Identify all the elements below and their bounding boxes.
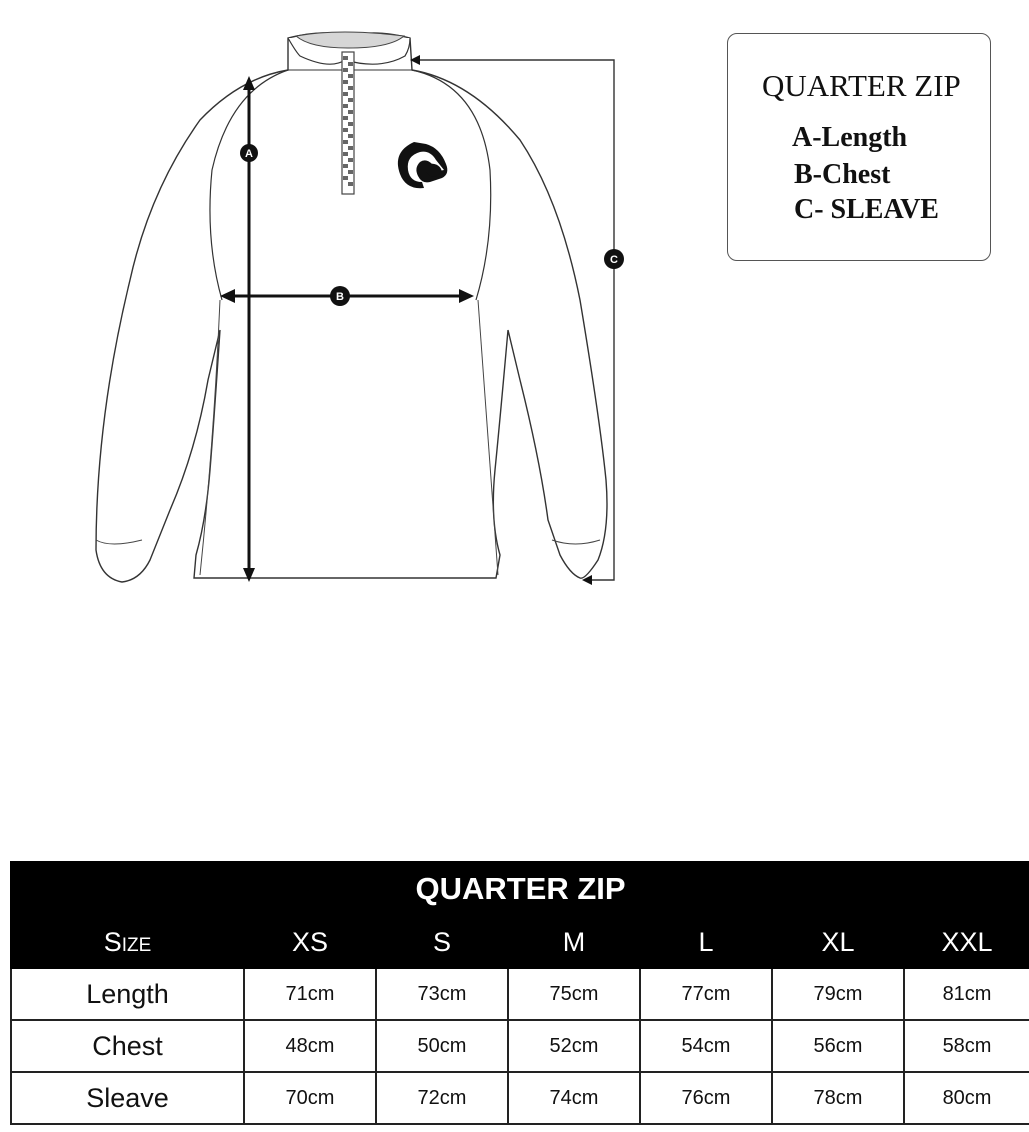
table-cell: 54cm bbox=[640, 1020, 772, 1072]
zipper-tooth bbox=[343, 68, 348, 72]
zipper-tooth bbox=[343, 80, 348, 84]
zipper-tooth bbox=[348, 98, 353, 102]
table-header-row bbox=[11, 916, 1029, 968]
legend-item-sleeve: C- SLEAVE bbox=[794, 194, 939, 225]
table-cell: 73cm bbox=[376, 968, 508, 1020]
table-cell: 80cm bbox=[904, 1072, 1029, 1124]
zipper-tooth bbox=[348, 182, 353, 186]
zipper-tooth bbox=[348, 170, 353, 174]
zipper-tooth bbox=[348, 134, 353, 138]
table-cell: 50cm bbox=[376, 1020, 508, 1072]
table-cell: 71cm bbox=[244, 968, 376, 1020]
zipper-tooth bbox=[343, 164, 348, 168]
zipper-tooth bbox=[348, 74, 353, 78]
table-cell: 58cm bbox=[904, 1020, 1029, 1072]
table-title: QUARTER ZIP bbox=[11, 862, 1029, 916]
table-cell: 76cm bbox=[640, 1072, 772, 1124]
legend-item-chest: B-Chest bbox=[794, 159, 891, 190]
zipper-tooth bbox=[343, 140, 348, 144]
zipper-tooth bbox=[343, 92, 348, 96]
zipper-tooth bbox=[343, 104, 348, 108]
zipper-tooth bbox=[343, 152, 348, 156]
size-header-m: M bbox=[508, 916, 640, 968]
size-header-label: Size bbox=[11, 916, 244, 968]
table-cell: 70cm bbox=[244, 1072, 376, 1124]
size-header-xs: XS bbox=[244, 916, 376, 968]
table-cell: 72cm bbox=[376, 1072, 508, 1124]
table-cell: 74cm bbox=[508, 1072, 640, 1124]
legend-title: QUARTER ZIP bbox=[762, 68, 961, 103]
legend-box bbox=[727, 33, 991, 261]
zipper-tooth bbox=[343, 128, 348, 132]
table-cell: 81cm bbox=[904, 968, 1029, 1020]
length-marker-label: A bbox=[245, 148, 253, 160]
table-cell: 79cm bbox=[772, 968, 904, 1020]
size-header-s: S bbox=[376, 916, 508, 968]
table-cell: 48cm bbox=[244, 1020, 376, 1072]
zipper-tooth bbox=[348, 86, 353, 90]
row-label-length: Length bbox=[11, 968, 244, 1020]
zipper-tooth bbox=[348, 146, 353, 150]
size-header-l: L bbox=[640, 916, 772, 968]
row-label-chest: Chest bbox=[11, 1020, 244, 1072]
zipper-tooth bbox=[348, 110, 353, 114]
zipper-tooth bbox=[343, 176, 348, 180]
table-row bbox=[11, 1020, 1029, 1072]
table-cell: 56cm bbox=[772, 1020, 904, 1072]
sleeve-marker-label: C bbox=[610, 254, 618, 266]
table-cell: 78cm bbox=[772, 1072, 904, 1124]
table-cell: 52cm bbox=[508, 1020, 640, 1072]
size-header-xxl: XXL bbox=[904, 916, 1029, 968]
zipper-tooth bbox=[348, 62, 353, 66]
zipper-tooth bbox=[348, 122, 353, 126]
table-row bbox=[11, 968, 1029, 1020]
zipper-tooth bbox=[343, 116, 348, 120]
size-header-xl: XL bbox=[772, 916, 904, 968]
zipper-tooth bbox=[348, 158, 353, 162]
row-label-sleeve: Sleave bbox=[11, 1072, 244, 1124]
chest-marker-label: B bbox=[336, 291, 344, 303]
table-cell: 75cm bbox=[508, 968, 640, 1020]
size-chart-table bbox=[10, 861, 1029, 1125]
table-cell: 77cm bbox=[640, 968, 772, 1020]
zipper-tooth bbox=[343, 56, 348, 60]
table-row bbox=[11, 1072, 1029, 1124]
legend-item-length: A-Length bbox=[792, 122, 908, 153]
